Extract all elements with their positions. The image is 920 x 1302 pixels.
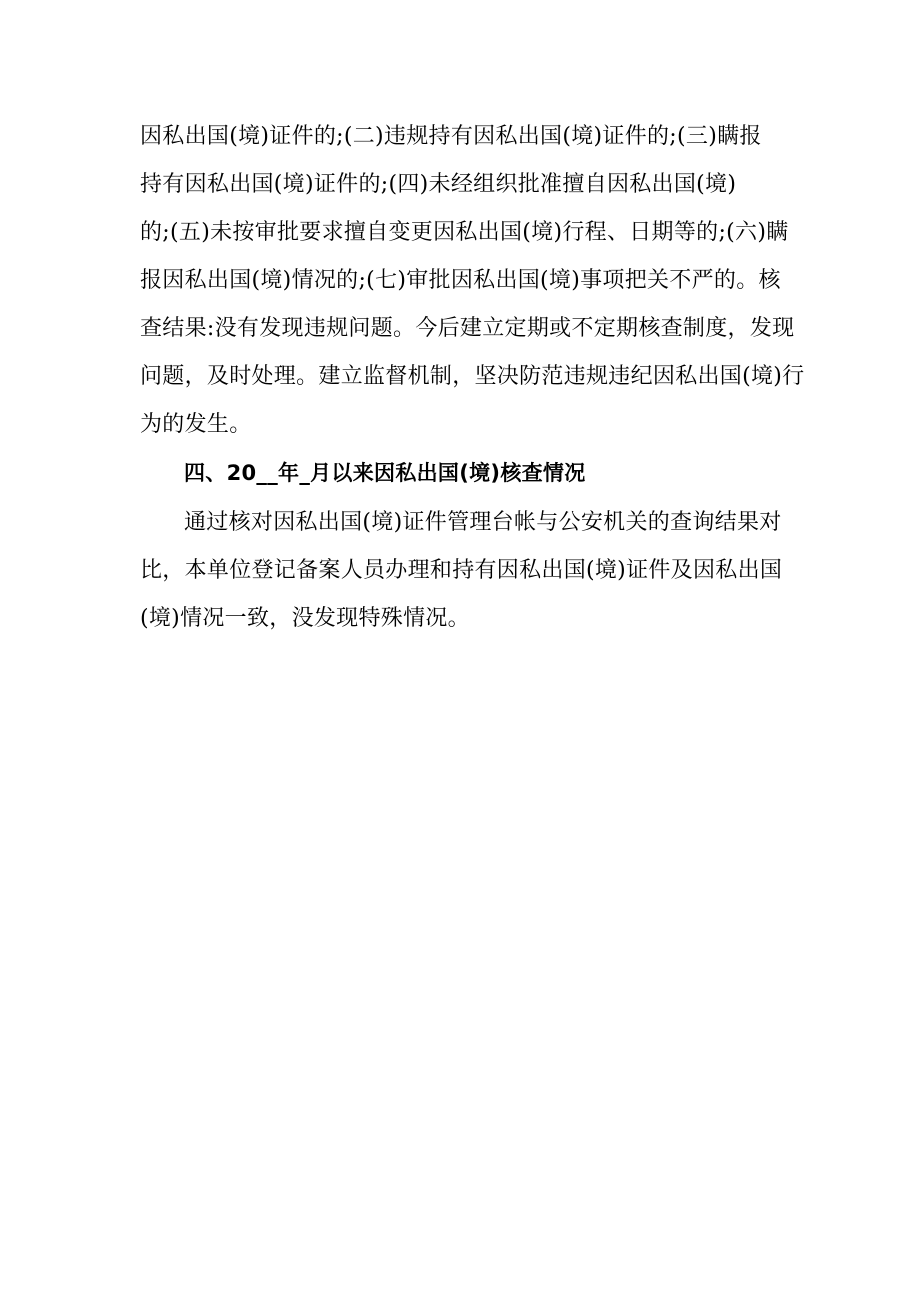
paragraph1-line-2: 持有因私出国(境)证件的;(四)未经组织批准擅自因私出国(境) — [140, 172, 737, 197]
paragraph1-line-6: 问题，及时处理。建立监督机制，坚决防范违规违纪因私出国(境)行 — [140, 364, 805, 389]
section4-heading: 四、20__年_月以来因私出国(境)核查情况 — [184, 461, 586, 485]
paragraph1-line-7: 为的发生。 — [140, 412, 252, 437]
paragraph1-line-1: 因私出国(境)证件的;(二)违规持有因私出国(境)证件的;(三)瞒报 — [140, 124, 762, 149]
section4-line-3: (境)情况一致，没发现特殊情况。 — [140, 606, 470, 631]
section4-line-2: 比，本单位登记备案人员办理和持有因私出国(境)证件及因私出国 — [140, 558, 783, 583]
paragraph1-line-3: 的;(五)未按审批要求擅自变更因私出国(境)行程、日期等的;(六)瞒 — [140, 220, 789, 245]
section4-line-1: 通过核对因私出国(境)证件管理台帐与公安机关的查询结果对 — [184, 510, 782, 535]
paragraph1-line-4: 报因私出国(境)情况的;(七)审批因私出国(境)事项把关不严的。核 — [140, 268, 781, 293]
paragraph1-line-5: 查结果:没有发现违规问题。今后建立定期或不定期核查制度，发现 — [140, 316, 795, 341]
